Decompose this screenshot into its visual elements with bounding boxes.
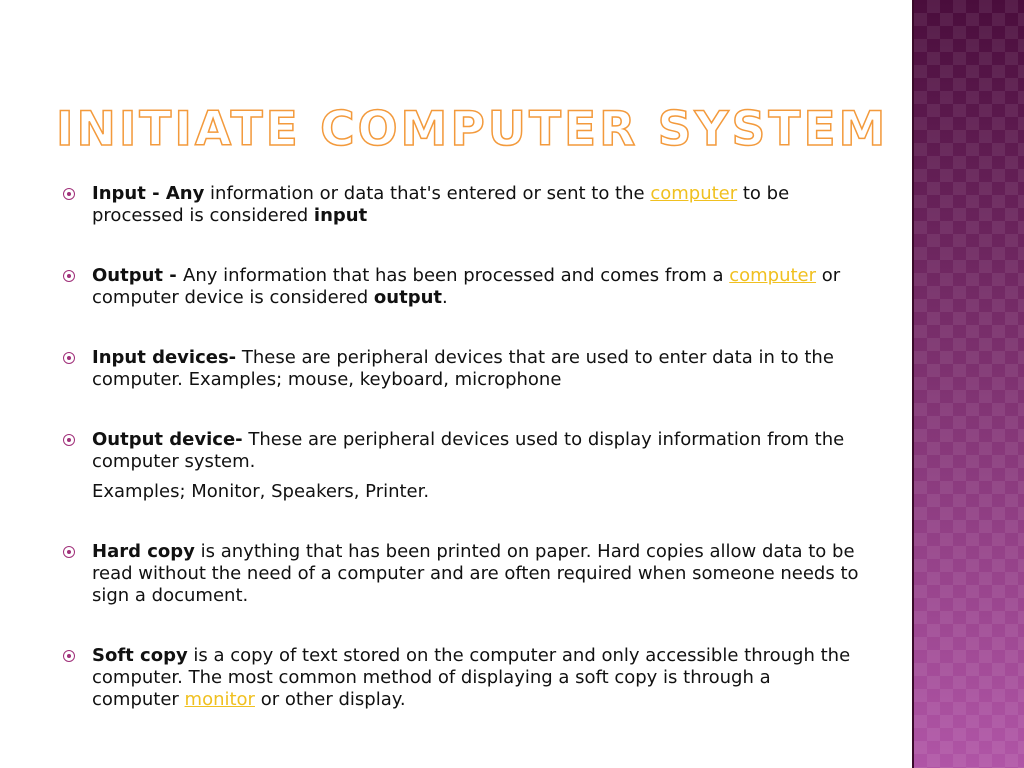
bullet-icon xyxy=(63,650,75,662)
item-text: These are peripheral devices used to display information from the computer system. xyxy=(92,429,845,472)
term-soft-copy: Soft copy xyxy=(92,645,188,666)
term-emphasis: input xyxy=(313,205,368,226)
bullet-list xyxy=(60,183,860,749)
decorative-side-panel xyxy=(912,0,1024,768)
bullet-icon xyxy=(63,188,75,200)
bullet-icon xyxy=(63,352,75,364)
list-item-hard-copy xyxy=(60,541,860,607)
term-output-device: Output device- xyxy=(92,429,243,450)
bullet-icon xyxy=(63,270,75,282)
list-item-soft-copy xyxy=(60,645,860,711)
computer-link[interactable]: computer xyxy=(729,265,817,286)
term-input-devices: Input devices- xyxy=(92,347,237,368)
item-text: . xyxy=(442,287,448,308)
item-text: to be processed is considered xyxy=(92,183,790,226)
list-item-input-devices xyxy=(60,347,860,391)
term-emphasis: output xyxy=(373,287,442,308)
item-text: Any information that has been processed and comes from a xyxy=(183,265,730,286)
item-text: These are peripheral devices that are used to enter data in to the computer. Examples; mouse, keyboard, microphone xyxy=(92,347,834,390)
item-examples: Examples; Monitor, Speakers, Printer. xyxy=(92,481,430,502)
list-item-output xyxy=(60,265,860,309)
computer-link[interactable]: computer xyxy=(650,183,738,204)
list-item-output-device xyxy=(60,429,860,503)
monitor-link[interactable]: monitor xyxy=(184,689,255,710)
list-item-input xyxy=(60,183,860,227)
slide-title: INITIATE COMPUTER SYSTEM xyxy=(56,102,889,157)
item-text: or other display. xyxy=(254,689,406,710)
bullet-icon xyxy=(63,546,75,558)
term-input: Input - Any xyxy=(92,183,205,204)
item-text: is anything that has been printed on paper. Hard copies allow data to be read without the need of a computer and are often required when someone needs to sign a document. xyxy=(92,541,859,606)
term-output: Output - xyxy=(92,265,184,286)
item-text: information or data that's entered or sent to the xyxy=(204,183,651,204)
bullet-icon xyxy=(63,434,75,446)
term-hard-copy: Hard copy xyxy=(92,541,195,562)
item-text: is a copy of text stored on the computer and only accessible through the computer. The most common method of displaying a soft copy is through a computer xyxy=(92,645,851,710)
item-text: or computer device is considered xyxy=(92,265,841,308)
